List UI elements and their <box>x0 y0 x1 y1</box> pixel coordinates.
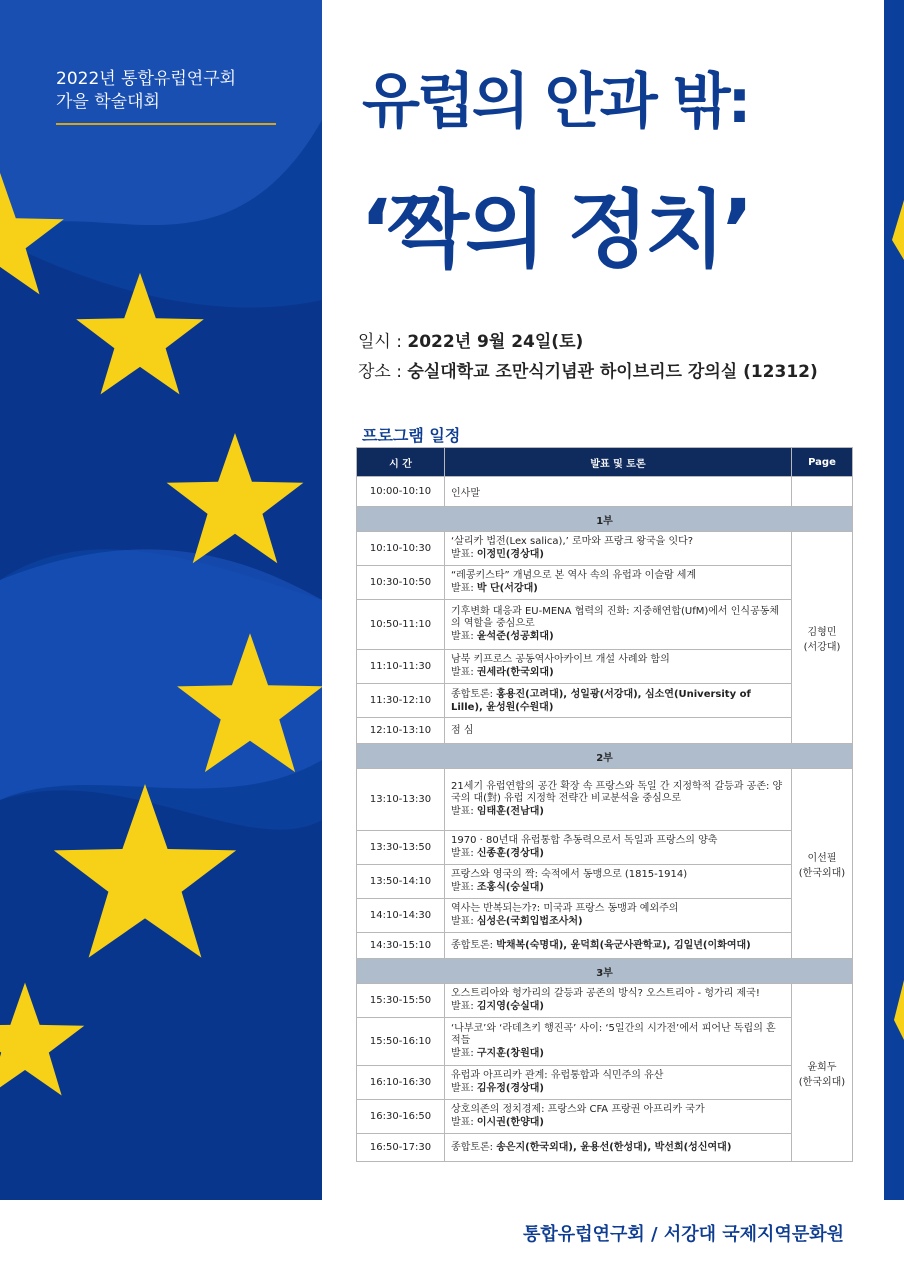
presenter-name: 임태훈(전남대) <box>476 806 544 817</box>
table-row <box>357 718 853 744</box>
table-row <box>357 477 853 507</box>
presenter-line <box>451 630 785 643</box>
header-time: 시 간 <box>357 448 445 477</box>
content-cell <box>445 650 792 684</box>
schedule-table <box>356 447 853 1162</box>
presenter-label: 종합토론: <box>451 688 497 700</box>
table-row <box>357 1134 853 1162</box>
presenter-label: 발표: <box>451 848 477 859</box>
table-row <box>357 1018 853 1066</box>
presenter-line <box>451 688 785 714</box>
table-row <box>357 566 853 600</box>
presenter-name: 권세라(한국외대) <box>476 667 554 678</box>
content-cell <box>445 566 792 600</box>
table-row <box>357 600 853 650</box>
presenter-line <box>451 548 785 561</box>
presenter-line <box>451 847 785 860</box>
presenter-name: 구지훈(창원대) <box>476 1048 544 1059</box>
presenter-name: 심성은(국회입법조사처) <box>476 916 583 927</box>
time-cell: 14:10-14:30 <box>357 899 445 933</box>
section-label: 3부 <box>357 959 853 984</box>
content-cell <box>445 769 792 831</box>
presenter-name: 이정민(경상대) <box>476 549 544 560</box>
content-cell <box>445 933 792 959</box>
time-cell: 13:30-13:50 <box>357 831 445 865</box>
eu-flag-background <box>0 0 322 1200</box>
presenter-line <box>451 915 785 928</box>
presenter-line <box>451 1000 785 1013</box>
time-cell: 13:50-14:10 <box>357 865 445 899</box>
table-row <box>357 532 853 566</box>
presenter-line <box>451 1082 785 1095</box>
talk-title: 유럽과 아프리카 관계: 유럽통합과 식민주의 유산 <box>451 1070 664 1081</box>
schedule-body <box>357 477 853 1162</box>
time-cell: 11:10-11:30 <box>357 650 445 684</box>
time-cell: 12:10-13:10 <box>357 718 445 744</box>
content-cell <box>445 984 792 1018</box>
table-row <box>357 831 853 865</box>
program-heading: 프로그램 일정 <box>362 426 461 445</box>
table-row <box>357 899 853 933</box>
table-row <box>357 1100 853 1134</box>
time-cell: 13:10-13:30 <box>357 769 445 831</box>
table-row <box>357 865 853 899</box>
talk-title: 역사는 반복되는가?: 미국과 프랑스 동맹과 예외주의 <box>451 903 679 914</box>
time-cell: 10:00-10:10 <box>357 477 445 507</box>
presenter-label: 발표: <box>451 1001 477 1012</box>
talk-title: 점 심 <box>451 724 474 736</box>
section-label: 2부 <box>357 744 853 769</box>
presenter-name: 신종훈(경상대) <box>476 848 544 859</box>
presenter-name: 박채복(숙명대), 윤덕희(육군사관학교), 김일년(이화여대) <box>496 940 751 951</box>
presenter-name: 김지영(숭실대) <box>476 1001 544 1012</box>
table-row <box>357 769 853 831</box>
presenter-name: 홍용진(고려대), 성일광(서강대), 심소연(University of Lille), 윤성원(수원대) <box>451 688 751 713</box>
talk-title: 오스트리아와 헝가리의 갈등과 공존의 방식? 오스트리아 - 헝가리 제국! <box>451 988 760 999</box>
table-row <box>357 984 853 1018</box>
presenter-line <box>451 582 785 595</box>
table-row <box>357 1066 853 1100</box>
presenter-label: 발표: <box>451 882 477 893</box>
presenter-name: 윤석준(성공회대) <box>476 631 554 642</box>
organizer-footer: 통합유럽연구회 / 서강대 국제지역문화원 <box>523 1224 844 1245</box>
content-cell <box>445 899 792 933</box>
content-cell <box>445 1134 792 1162</box>
presenter-line <box>451 939 785 952</box>
event-header <box>56 68 236 114</box>
chair-cell: 이선필 (한국외대) <box>792 769 853 959</box>
content-cell <box>445 600 792 650</box>
presenter-label: 종합토론: <box>451 940 497 951</box>
presenter-label: 발표: <box>451 1048 477 1059</box>
content-cell <box>445 865 792 899</box>
talk-title: 21세기 유럽연합의 공간 확장 속 프랑스와 독일 간 지정학적 갈등과 공존: 양국의 대(對) 유럽 지정학 전략간 비교분석을 중심으로 <box>451 781 783 804</box>
table-row <box>357 650 853 684</box>
talk-title: 1970 · 80년대 유럽통합 추동력으로서 독일과 프랑스의 양축 <box>451 835 718 846</box>
time-cell: 10:50-11:10 <box>357 600 445 650</box>
time-cell: 15:30-15:50 <box>357 984 445 1018</box>
time-cell: 16:30-16:50 <box>357 1100 445 1134</box>
time-cell: 11:30-12:10 <box>357 684 445 718</box>
presenter-line <box>451 1141 785 1154</box>
talk-title: 남북 키프로스 공동역사아카이브 개설 사례와 함의 <box>451 654 670 665</box>
talk-title: 프랑스와 영국의 짝: 숙적에서 동맹으로 (1815-1914) <box>451 869 688 880</box>
event-subtitle: 가을 학술대회 <box>56 92 160 112</box>
eu-flag-strip-right <box>884 0 904 1200</box>
date-label: 일시 : <box>358 332 408 352</box>
time-cell: 16:10-16:30 <box>357 1066 445 1100</box>
presenter-label: 발표: <box>451 631 477 642</box>
presenter-name: 박 단(서강대) <box>476 583 538 594</box>
place-label: 장소 : <box>358 362 408 382</box>
content-cell <box>445 1018 792 1066</box>
main-title: 유럽의 안과 밖: <box>362 67 749 137</box>
table-row <box>357 933 853 959</box>
header-content: 발표 및 토론 <box>445 448 792 477</box>
section-row <box>357 507 853 532</box>
presenter-label: 발표: <box>451 1083 477 1094</box>
presenter-label: 발표: <box>451 1117 477 1128</box>
content-cell <box>445 831 792 865</box>
chair-cell: 김형민 (서강대) <box>792 532 853 744</box>
presenter-name: 송은지(한국외대), 윤용선(한성대), 박선희(성신여대) <box>496 1142 732 1153</box>
table-header-row <box>357 448 853 477</box>
presenter-line <box>451 1047 785 1060</box>
date-line <box>358 327 583 352</box>
section-row <box>357 744 853 769</box>
presenter-label: 발표: <box>451 549 477 560</box>
place-value: 숭실대학교 조만식기념관 하이브리드 강의실 (12312) <box>407 362 818 382</box>
presenter-name: 이시권(한양대) <box>476 1117 544 1128</box>
presenter-line <box>451 881 785 894</box>
event-name: 2022년 통합유럽연구회 <box>56 69 237 89</box>
presenter-line <box>451 805 785 818</box>
time-cell: 10:30-10:50 <box>357 566 445 600</box>
talk-title: ‘나부코’와 ‘라데츠키 행진곡’ 사이: ‘5일간의 시가전’에서 피어난 독립의 흔적들 <box>451 1023 776 1046</box>
time-cell: 14:30-15:10 <box>357 933 445 959</box>
section-label: 1부 <box>357 507 853 532</box>
presenter-line <box>451 1116 785 1129</box>
content-cell <box>445 532 792 566</box>
content-cell <box>445 1066 792 1100</box>
page-cell <box>792 477 853 507</box>
main-title-quote: ‘짝의 정치’ <box>360 181 750 279</box>
time-cell: 10:10-10:30 <box>357 532 445 566</box>
date-value: 2022년 9월 24일(토) <box>407 332 584 352</box>
content-cell: 인사말 <box>445 477 792 507</box>
talk-title: ‘살리카 법전(Lex salica),’ 로마와 프랑크 왕국을 잇다? <box>451 536 694 547</box>
content-cell <box>445 1100 792 1134</box>
time-cell: 16:50-17:30 <box>357 1134 445 1162</box>
section-row <box>357 959 853 984</box>
place-line <box>358 357 818 382</box>
presenter-label: 발표: <box>451 667 477 678</box>
presenter-label: 발표: <box>451 806 477 817</box>
chair-cell: 윤희두 (한국외대) <box>792 984 853 1162</box>
talk-title: 상호의존의 정치경제: 프랑스와 CFA 프랑권 아프리카 국가 <box>451 1104 705 1115</box>
presenter-name: 김유정(경상대) <box>476 1083 544 1094</box>
gold-divider <box>56 123 276 125</box>
presenter-name: 조홍식(숭실대) <box>476 882 544 893</box>
presenter-label: 발표: <box>451 916 477 927</box>
presenter-label: 종합토론: <box>451 1142 497 1153</box>
content-cell <box>445 684 792 718</box>
presenter-label: 발표: <box>451 583 477 594</box>
time-cell: 15:50-16:10 <box>357 1018 445 1066</box>
header-page: Page <box>792 448 853 477</box>
presenter-line <box>451 666 785 679</box>
content-cell <box>445 718 792 744</box>
table-row <box>357 684 853 718</box>
talk-title: 기후변화 대응과 EU-MENA 협력의 진화: 지중해연합(UfM)에서 인식공동체의 역할을 중심으로 <box>451 606 780 629</box>
talk-title: “레콩키스타” 개념으로 본 역사 속의 유럽과 이슬람 세계 <box>451 570 697 581</box>
